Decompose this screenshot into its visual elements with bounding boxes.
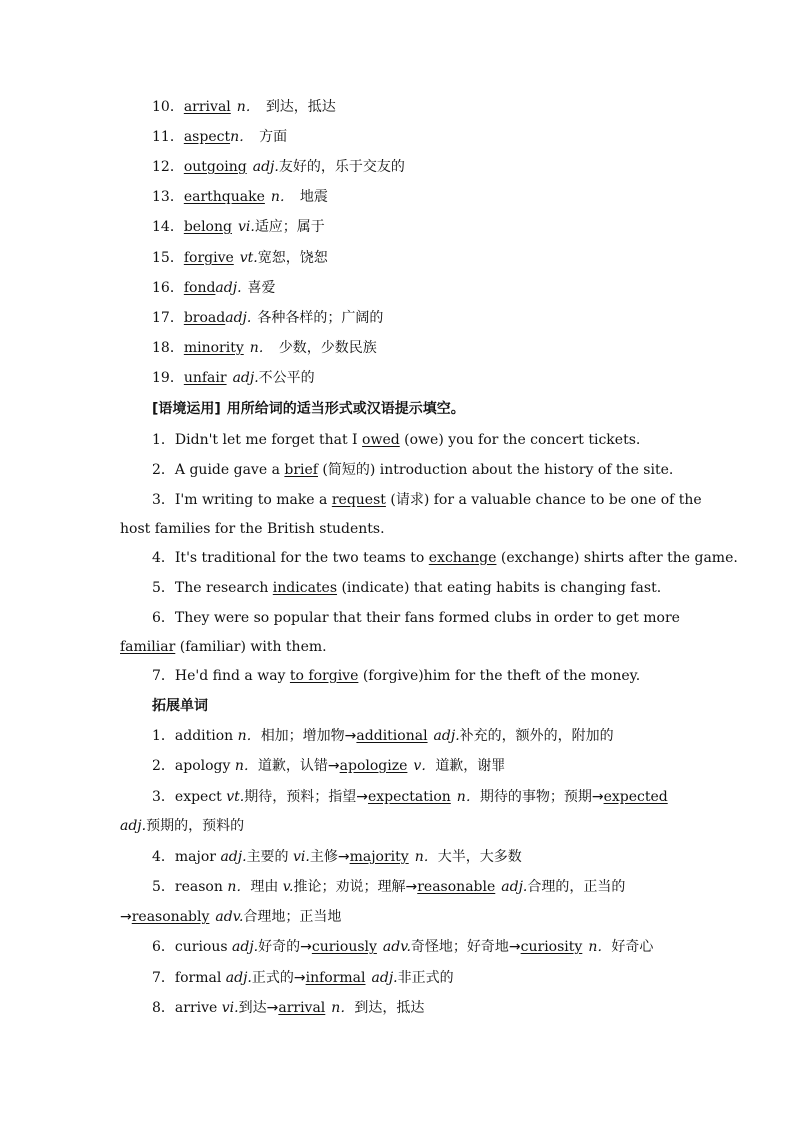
definition: 补充的，额外的，附加的 — [459, 728, 614, 744]
definition: 喜爱 — [247, 280, 276, 296]
definition: 期待的事物；预期→ — [479, 789, 604, 805]
item-number: 18． — [152, 340, 184, 356]
definition: 奇怪地；好奇地→ — [410, 939, 521, 955]
part-of-speech: adj. — [232, 370, 259, 386]
definition: 到达→ — [238, 1000, 279, 1016]
part-of-speech: n． — [270, 189, 294, 205]
item-number: 7．formal — [152, 970, 226, 986]
part-of-speech: vt. — [226, 789, 245, 805]
definition: 少数，少数民族 — [278, 340, 377, 356]
item-number: 6．curious — [152, 939, 233, 955]
ext-continuation — [120, 817, 244, 835]
part-of-speech: vi. — [293, 849, 310, 865]
section-tag: [语境运用] — [152, 401, 221, 417]
definition: 非正式的 — [397, 970, 454, 986]
vocab-item — [152, 369, 315, 387]
exercise-item — [152, 667, 640, 685]
definition: 主要的 — [246, 849, 294, 865]
exercise-text: 7．He'd find a way — [152, 668, 290, 684]
definition: 宽恕，饶恕 — [257, 250, 328, 266]
exercise-text: (exchange) shirts after the game. — [496, 550, 738, 566]
answer-word: expectation — [368, 789, 451, 805]
vocab-item — [152, 188, 328, 206]
answer-word: forgive — [183, 250, 234, 266]
definition: 道歉，谢罪 — [435, 758, 506, 774]
exercise-text: 3．I'm writing to make a — [152, 492, 332, 508]
exercise-text: host families for the British students. — [120, 521, 385, 537]
ext-item — [152, 848, 522, 866]
exercise-item — [152, 491, 702, 509]
exercise-continuation — [120, 520, 385, 538]
vocab-item — [152, 249, 328, 267]
exercise-item — [152, 579, 661, 597]
exercise-text: (owe) you for the concert tickets. — [399, 432, 641, 448]
answer-blank: to forgive — [289, 668, 359, 684]
ext-item — [152, 938, 653, 956]
definition: 各种各样的；广阔的 — [257, 310, 384, 326]
item-number: 11． — [152, 129, 184, 145]
answer-word: outgoing — [183, 159, 247, 175]
vocab-item — [152, 339, 377, 357]
item-number: 8．arrive — [152, 1000, 222, 1016]
part-of-speech: v． — [413, 758, 436, 774]
definition: 到达，抵达 — [265, 99, 336, 115]
part-of-speech: n． — [249, 340, 273, 356]
answer-word: majority — [349, 849, 409, 865]
part-of-speech: n． — [227, 879, 251, 895]
answer-word: earthquake — [183, 189, 265, 205]
section-heading — [152, 400, 465, 418]
answer-blank: indicates — [272, 580, 338, 596]
vocab-item — [152, 279, 276, 297]
item-number: 10． — [152, 99, 184, 115]
definition: 主修→ — [309, 849, 350, 865]
definition: 正式的→ — [251, 970, 306, 986]
part-of-speech: adj. — [220, 849, 247, 865]
definition: 大半，大多数 — [437, 849, 522, 865]
part-of-speech: n． — [230, 129, 254, 145]
part-of-speech: adj. — [215, 280, 242, 296]
item-number: 4．major — [152, 849, 221, 865]
ext-item — [152, 999, 424, 1017]
definition: 地震 — [299, 189, 328, 205]
answer-blank: familiar — [120, 639, 176, 655]
definition: 预期的，预料的 — [146, 818, 245, 834]
part-of-speech: adj. — [232, 939, 259, 955]
exercise-item — [152, 461, 673, 479]
definition: 期待，预料；指望→ — [244, 789, 368, 805]
part-of-speech: vi. — [237, 219, 255, 235]
part-of-speech: v. — [282, 879, 294, 895]
item-number: 19． — [152, 370, 184, 386]
answer-word: minority — [183, 340, 244, 356]
answer-word: arrival — [183, 99, 231, 115]
exercise-continuation — [120, 638, 327, 656]
ext-item — [152, 969, 454, 987]
arrow-glyph: → — [120, 909, 132, 925]
definition: 合理地；正当地 — [243, 909, 342, 925]
definition: 好奇心 — [611, 939, 654, 955]
answer-blank: request — [331, 492, 386, 508]
part-of-speech: n． — [236, 99, 260, 115]
part-of-speech: n． — [234, 758, 258, 774]
answer-word: arrival — [278, 1000, 326, 1016]
exercise-text: (familiar) with them. — [175, 639, 327, 655]
ext-item — [152, 788, 668, 806]
vocab-item — [152, 128, 287, 146]
part-of-speech: adj. — [433, 728, 460, 744]
item-number: 16． — [152, 280, 184, 296]
exercise-text: 6．They were so popular that their fans formed clubs in order to get more — [152, 610, 680, 626]
item-number: 1．addition — [152, 728, 238, 744]
exercise-text: (indicate) that eating habits is changing fast. — [337, 580, 662, 596]
part-of-speech: n． — [414, 849, 438, 865]
exercise-text: 5．The research — [152, 580, 273, 596]
vocab-item — [152, 98, 336, 116]
vocab-item — [152, 158, 405, 176]
part-of-speech: n． — [456, 789, 480, 805]
definition: 理由 — [250, 879, 283, 895]
answer-word: aspect — [183, 129, 231, 145]
answer-word: reasonable — [417, 879, 496, 895]
part-of-speech: adj. — [501, 879, 528, 895]
part-of-speech: n． — [588, 939, 612, 955]
part-of-speech: adj. — [371, 970, 398, 986]
item-number: 3．expect — [152, 789, 227, 805]
vocab-item — [152, 218, 325, 236]
exercise-item — [152, 549, 738, 567]
definition: 适应；属于 — [254, 219, 325, 235]
item-number: 15． — [152, 250, 184, 266]
exercise-text: 4．It's traditional for the two teams to — [152, 550, 429, 566]
item-number: 12． — [152, 159, 184, 175]
part-of-speech: vt. — [239, 250, 258, 266]
exercise-text: 2．A guide gave a — [152, 462, 285, 478]
answer-word: curiously — [311, 939, 377, 955]
part-of-speech: adv. — [215, 909, 244, 925]
part-of-speech: vi. — [221, 1000, 239, 1016]
exercise-text: (简短的) introduction about the history of the site. — [317, 462, 674, 478]
part-of-speech: adv. — [382, 939, 411, 955]
part-of-speech: adj. — [225, 970, 252, 986]
item-number: 5．reason — [152, 879, 228, 895]
answer-word: curiosity — [520, 939, 583, 955]
section-heading — [152, 697, 208, 715]
answer-word: additional — [356, 728, 428, 744]
answer-word: fond — [183, 280, 216, 296]
part-of-speech: n． — [237, 728, 261, 744]
part-of-speech: n． — [331, 1000, 355, 1016]
definition: 到达，抵达 — [354, 1000, 425, 1016]
part-of-speech: adj. — [225, 310, 252, 326]
section-title: 拓展单词 — [152, 698, 208, 714]
answer-blank: exchange — [428, 550, 497, 566]
answer-blank: brief — [284, 462, 318, 478]
part-of-speech: adj. — [252, 159, 279, 175]
exercise-item — [152, 431, 640, 449]
answer-word: unfair — [183, 370, 227, 386]
answer-blank: owed — [362, 432, 400, 448]
answer-word: apologize — [339, 758, 408, 774]
item-number: 2．apology — [152, 758, 235, 774]
ext-item — [152, 727, 614, 745]
answer-word: expected — [603, 789, 668, 805]
exercise-text: (forgive)him for the theft of the money. — [358, 668, 641, 684]
definition: 方面 — [259, 129, 288, 145]
definition: 不公平的 — [258, 370, 315, 386]
answer-word: informal — [305, 970, 366, 986]
ext-continuation — [120, 908, 341, 926]
definition: 推论；劝说；理解→ — [293, 879, 418, 895]
ext-item — [152, 757, 505, 775]
item-number: 13． — [152, 189, 184, 205]
definition: 合理的，正当的 — [527, 879, 626, 895]
definition: 相加；增加物→ — [260, 728, 357, 744]
definition: 友好的，乐于交友的 — [278, 159, 405, 175]
answer-word: reasonably — [131, 909, 210, 925]
part-of-speech: adj. — [120, 818, 147, 834]
exercise-item — [152, 609, 680, 627]
item-number: 14． — [152, 219, 184, 235]
vocab-item — [152, 309, 383, 327]
ext-item — [152, 878, 625, 896]
definition: 道歉，认错→ — [257, 758, 340, 774]
exercise-text: 1．Didn't let me forget that I — [152, 432, 363, 448]
item-number: 17． — [152, 310, 184, 326]
answer-word: broad — [183, 310, 226, 326]
section-instruction: 用所给词的适当形式或汉语提示填空。 — [226, 401, 465, 417]
answer-word: belong — [183, 219, 232, 235]
definition: 好奇的→ — [258, 939, 312, 955]
exercise-text: (请求) for a valuable chance to be one of the — [385, 492, 702, 508]
